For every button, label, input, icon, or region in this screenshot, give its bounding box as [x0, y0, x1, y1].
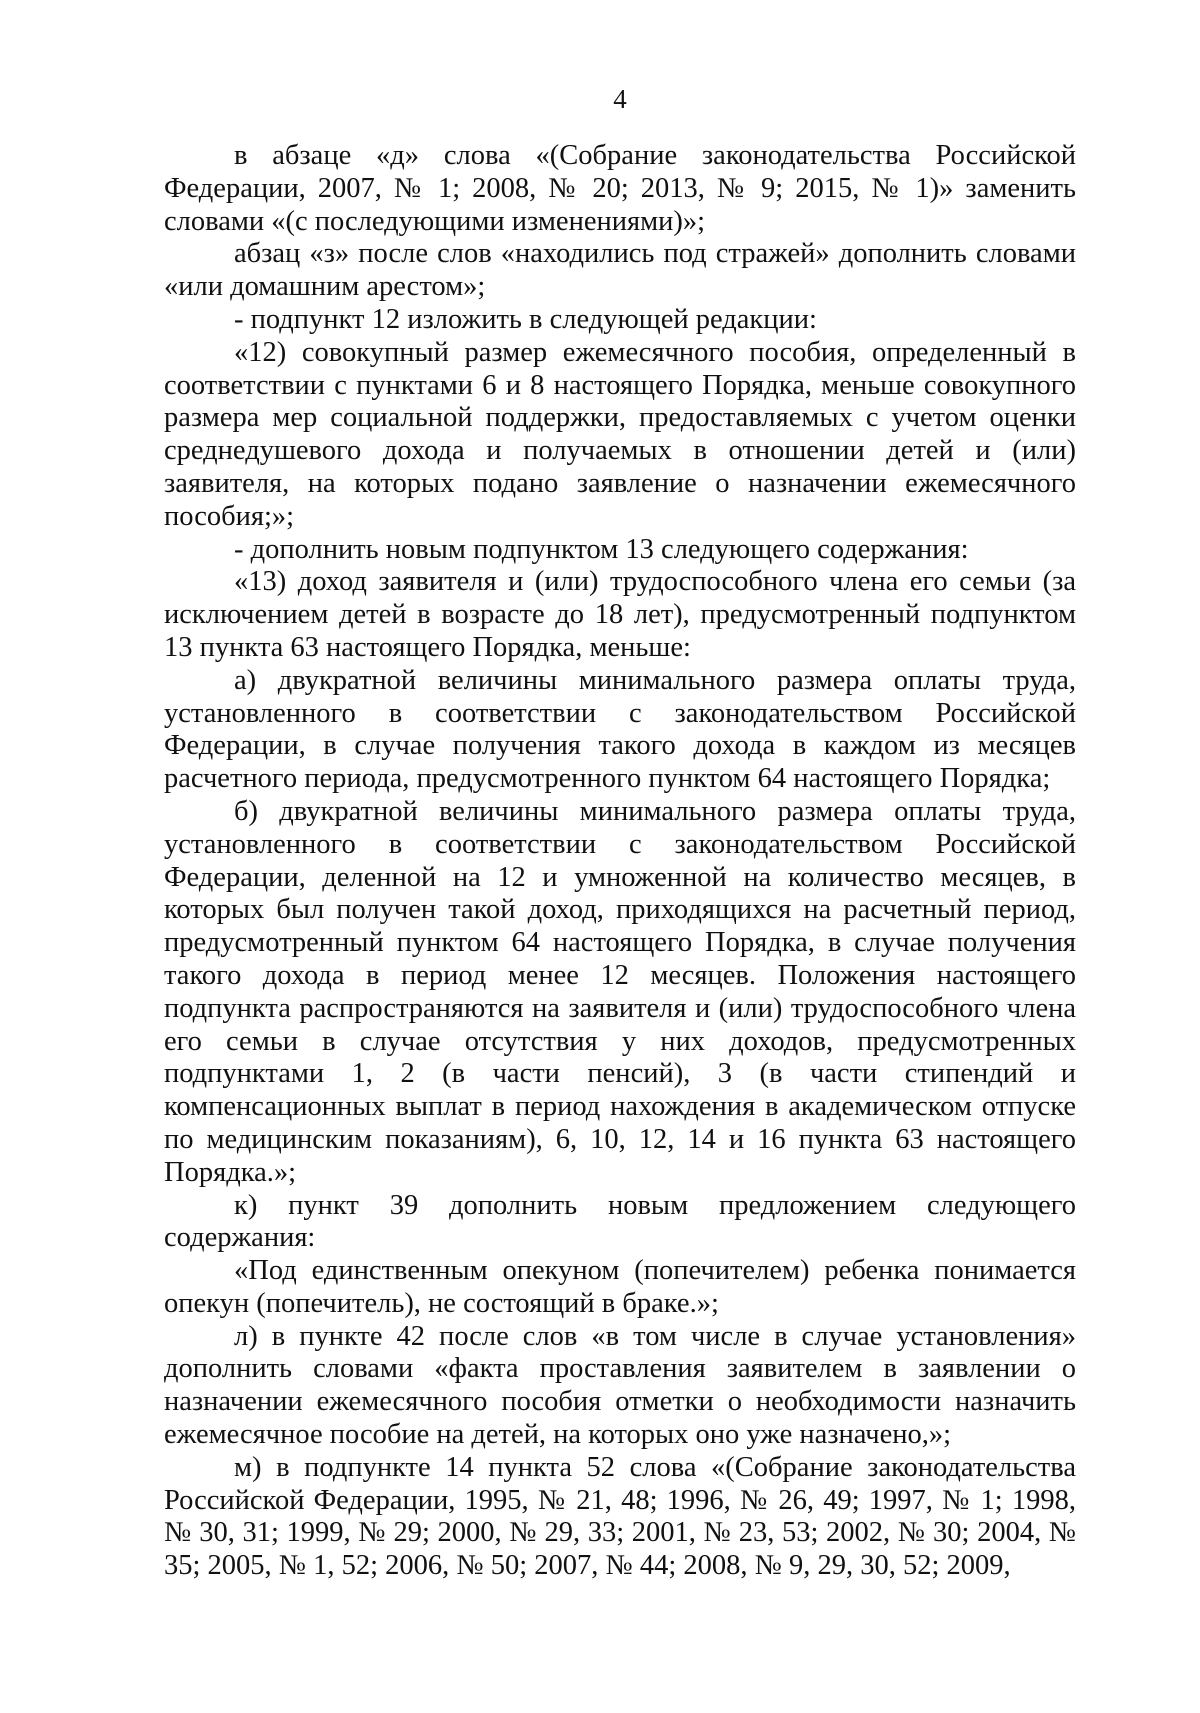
- paragraph-10: «Под единственным опекуном (попечителем) ребенка понимается опекун (попечитель), не состоящий в браке.»;: [164, 1255, 1076, 1319]
- paragraph-12: м) в подпункте 14 пункта 52 слова «(Собрание законодательства Российской Федерации, 1995, № 21, 48; 1996, № 26, 49; 1997, № 1; 1998, № 30, 31; 1999, № 29; 2000, № 29, 33; 2001, № 23, 53; 2002, № 30; 2004, № 35; 2005, № 1, 52; 2006, № 50; 2007, № 44; 2008, № 9, 29, 30, 52; 2009,: [164, 1451, 1076, 1582]
- paragraph-8: б) двукратной величины минимального размера оплаты труда, установленного в соответствии с законодательством Российской Федерации, деленной на 12 и умноженной на количество месяцев, в которых был получен такой доход, приходящихся на расчетный период, предусмотренный пунктом 64 настоящего Порядка, в случае получения такого дохода в период менее 12 месяцев. Положения настоящего подпункта распространяются на заявителя и (или) трудоспособного члена его семьи в случае отсутствия у них доходов, предусмотренных подпунктами 1, 2 (в части пенсий), 3 (в части стипендий и компенсационных выплат в период нахождения в академическом отпуске по медицинским показаниям), 6, 10, 12, 14 и 16 пункта 63 настоящего Порядка.»;: [164, 795, 1076, 1188]
- paragraph-6: «13) доход заявителя и (или) трудоспособного члена его семьи (за исключением детей в возрасте до 18 лет), предусмотренный подпунктом 13 пункта 63 настоящего Порядка, меньше:: [164, 566, 1076, 663]
- paragraph-2: абзац «з» после слов «находились под стражей» дополнить словами «или домашним арестом»;: [164, 238, 1076, 303]
- paragraph-9: к) пункт 39 дополнить новым предложением следующего содержания:: [164, 1189, 1076, 1254]
- document-body: [164, 140, 1076, 1583]
- paragraph-5: - дополнить новым подпунктом 13 следующего содержания:: [234, 533, 969, 565]
- page-number: 4: [613, 84, 627, 114]
- paragraph-4: «12) совокупный размер ежемесячного пособия, определенный в соответствии с пунктами 6 и 8 настоящего Порядка, меньше совокупного размера мер социальной поддержки, предоставляемых с учетом оценки среднедушевого дохода и получаемых в отношении детей и (или) заявителя, на которых подано заявление о назначении ежемесячного пособия;»;: [164, 336, 1076, 532]
- paragraph-1: в абзаце «д» слова «(Собрание законодательства Российской Федерации, 2007, № 1; 2008, № 20; 2013, № 9; 2015, № 1)» заменить словами «(с последующими изменениями)»;: [164, 140, 1076, 237]
- paragraph-3: - подпункт 12 изложить в следующей редакции:: [234, 303, 817, 335]
- paragraph-7: а) двукратной величины минимального размера оплаты труда, установленного в соответствии с законодательством Российской Федерации, в случае получения такого дохода в каждом из месяцев расчетного периода, предусмотренного пунктом 64 настоящего Порядка;: [164, 664, 1076, 795]
- paragraph-11: л) в пункте 42 после слов «в том числе в случае установления» дополнить словами «факта проставления заявителем в заявлении о назначении ежемесячного пособия отметки о необходимости назначить ежемесячное пособие на детей, на которых оно уже назначено,»;: [164, 1320, 1076, 1451]
